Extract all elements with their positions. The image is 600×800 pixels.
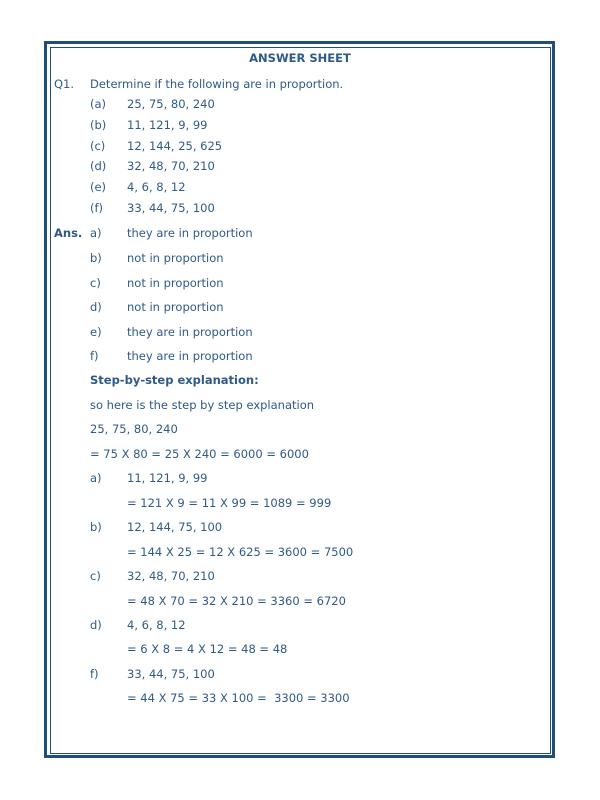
step-label: b) xyxy=(90,520,102,534)
step-set: 12, 144, 75, 100 xyxy=(127,520,223,534)
answer-label: Ans. xyxy=(54,226,83,240)
step-set: 4, 6, 8, 12 xyxy=(127,618,186,632)
step-set: 32, 48, 70, 210 xyxy=(127,569,215,583)
explanation-heading: Step-by-step explanation: xyxy=(90,373,259,387)
answer-item-value: they are in proportion xyxy=(127,325,253,339)
answer-item-value: they are in proportion xyxy=(127,349,253,363)
answer-item-label: b) xyxy=(90,251,102,265)
answer-item-label: a) xyxy=(90,226,102,240)
step-set: 33, 44, 75, 100 xyxy=(127,667,215,681)
page-title: ANSWER SHEET xyxy=(249,51,351,65)
step-label: d) xyxy=(90,618,102,632)
step-calc: = 44 X 75 = 33 X 100 = 3300 = 3300 xyxy=(127,691,350,705)
step-calc: = 48 X 70 = 32 X 210 = 3360 = 6720 xyxy=(127,594,346,608)
explanation-intro: so here is the step by step explanation xyxy=(90,398,315,412)
answer-item-value: not in proportion xyxy=(127,276,224,290)
question-number: Q1. xyxy=(54,77,75,91)
answer-item-value: they are in proportion xyxy=(127,226,253,240)
question-item-label: (e) xyxy=(90,180,107,194)
step-label: a) xyxy=(90,471,102,485)
question-item-value: 33, 44, 75, 100 xyxy=(127,201,215,215)
step-label: c) xyxy=(90,569,101,583)
answer-item-label: e) xyxy=(90,325,102,339)
explanation-set: 25, 75, 80, 240 xyxy=(90,422,178,436)
explanation-calc: = 75 X 80 = 25 X 240 = 6000 = 6000 xyxy=(90,447,309,461)
answer-item-label: d) xyxy=(90,300,102,314)
step-calc: = 144 X 25 = 12 X 625 = 3600 = 7500 xyxy=(127,545,354,559)
question-item-label: (f) xyxy=(90,201,104,215)
question-item-value: 11, 121, 9, 99 xyxy=(127,118,208,132)
answer-item-value: not in proportion xyxy=(127,251,224,265)
answer-item-label: f) xyxy=(90,349,99,363)
question-prompt: Determine if the following are in proportion. xyxy=(90,77,344,91)
question-item-value: 25, 75, 80, 240 xyxy=(127,97,215,111)
question-item-label: (b) xyxy=(90,118,107,132)
answer-item-label: c) xyxy=(90,276,101,290)
question-item-label: (c) xyxy=(90,139,106,153)
question-item-label: (a) xyxy=(90,97,107,111)
question-item-label: (d) xyxy=(90,159,107,173)
question-item-value: 32, 48, 70, 210 xyxy=(127,159,215,173)
step-label: f) xyxy=(90,667,99,681)
answer-item-value: not in proportion xyxy=(127,300,224,314)
step-calc: = 121 X 9 = 11 X 99 = 1089 = 999 xyxy=(127,496,332,510)
question-item-value: 12, 144, 25, 625 xyxy=(127,139,223,153)
step-set: 11, 121, 9, 99 xyxy=(127,471,208,485)
question-item-value: 4, 6, 8, 12 xyxy=(127,180,186,194)
step-calc: = 6 X 8 = 4 X 12 = 48 = 48 xyxy=(127,642,288,656)
